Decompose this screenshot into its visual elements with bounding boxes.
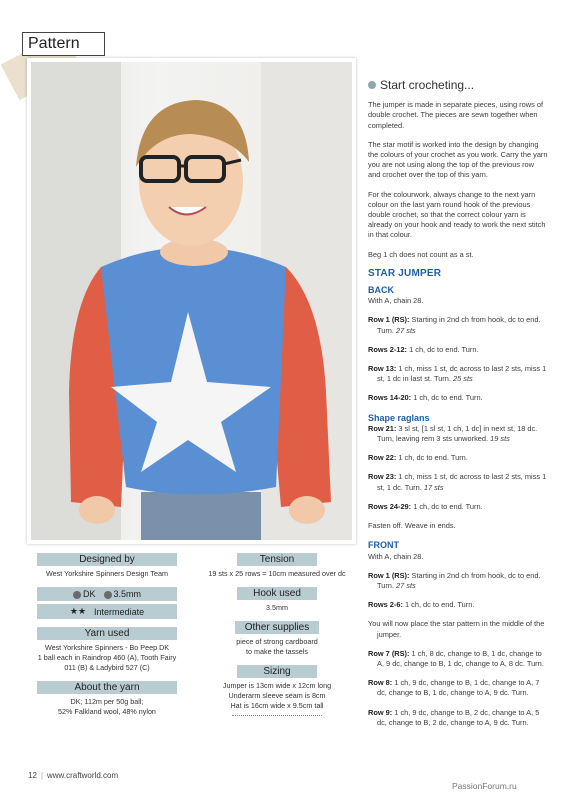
supplies-line: to make the tassels [246, 647, 308, 656]
about-yarn-line: DK; 112m per 50g ball; [70, 697, 144, 706]
sizing-line: Jumper is 13cm wide x 12cm long [222, 681, 332, 690]
supplies-line: piece of strong cardboard [236, 637, 318, 646]
raglan-instructions [368, 424, 548, 531]
instruction-row: Fasten off. Weave in ends. [368, 521, 456, 531]
front-instructions [368, 552, 548, 728]
section-tag: Pattern [22, 32, 105, 56]
photo-illustration [31, 62, 352, 540]
sizing-line: Underarm sleeve seam is 8cm [228, 691, 326, 700]
instruction-row: Row 9: 1 ch, 9 dc, change to B, 2 dc, change to A, 5 dc, change to B, 2 dc, change to A, 9 dc. Turn. [368, 707, 540, 727]
instruction-row: With A, chain 28. [368, 551, 424, 561]
hook-icon [104, 591, 112, 599]
front-title: FRONT [368, 540, 399, 551]
level-row: ★★ Intermediate [37, 604, 177, 619]
tension-label: Tension [237, 553, 317, 566]
instruction-row: Row 8: 1 ch, 9 dc, change to B, 1 dc, change to A, 7 dc, change to B, 1 dc, change to A, 9 dc. Turn. [368, 678, 540, 698]
instruction-row: Row 23: 1 ch, miss 1 st, dc across to last 2 sts, miss 1 st, 1 dc. Turn. 17 sts [368, 472, 547, 492]
yarn-line: West Yorkshire Spinners - Bo Peep DK [44, 643, 170, 652]
hook-used-label: Hook used [237, 587, 317, 600]
intro-paragraph: The star motif is worked into the design by changing the colours of your crochet as you work. Carry the yarn you are not using along the top of the previous row and crochet over the top of this yarn. [368, 139, 548, 180]
back-instructions [368, 296, 548, 403]
instruction-row: Row 22: 1 ch, dc to end. Turn. [368, 453, 468, 463]
instruction-row: Row 21: 3 sl st, [1 sl st, 1 ch, 1 dc] in next st, 18 dc. Turn, leaving rem 3 sts unworked. 19 sts [368, 423, 538, 444]
yarn-line: 1 ball each in Raindrop 460 (A), Tooth Fairy [37, 653, 177, 662]
instruction-row: Rows 2-6: 1 ch, dc to end. Turn. [368, 600, 475, 610]
sizing-line: Hat is 16cm wide x 9.5cm tall [230, 701, 324, 710]
photo-boy-star-jumper [27, 58, 356, 544]
pattern-title: STAR JUMPER [368, 267, 442, 279]
info-right-column [196, 553, 358, 724]
intro-paragraph: The jumper is made in separate pieces, using rows of double crochet. The pieces are sewn together when completed. [368, 100, 543, 130]
instruction-row: You will now place the star pattern in the middle of the jumper. [368, 619, 545, 639]
watermark: PassionForum.ru [452, 781, 517, 791]
about-yarn-line: 52% Falkland wool, 48% nylon [58, 707, 156, 716]
instruction-row: Rows 2-12: 1 ch, dc to end. Turn. [368, 344, 479, 354]
instruction-row: Rows 24-29: 1 ch, dc to end. Turn. [368, 501, 483, 511]
raglans-title: Shape raglans [368, 412, 430, 423]
yarn-line: 011 (B) & Ladybird 527 (C) [64, 663, 150, 672]
instruction-row: Row 1 (RS): Starting in 2nd ch from hook, dc to end. Turn. 27 sts [368, 570, 541, 590]
intro-paragraph: Beg 1 ch does not count as a st. [368, 249, 474, 259]
about-yarn-label: About the yarn [37, 681, 177, 694]
yarn-used-label: Yarn used [37, 627, 177, 640]
dotted-divider [232, 713, 322, 716]
info-left-column [32, 553, 182, 725]
instruction-row: Rows 14-20: 1 ch, dc to end. Turn. [368, 393, 483, 403]
start-heading: Start crocheting... [368, 80, 548, 90]
designed-by-label: Designed by [37, 553, 177, 566]
yarn-ball-icon [73, 591, 81, 599]
hook-used-text: 3.5mm [266, 603, 288, 612]
page-number: 12 [28, 771, 37, 780]
spec-row: DK 3.5mm [37, 587, 177, 601]
designer-text: West Yorkshire Spinners Design Team [46, 569, 168, 578]
difficulty-stars-icon: ★★ [69, 606, 87, 616]
back-title: BACK [368, 285, 394, 296]
intro-paragraph: For the colourwork, always change to the next yarn colour on the last yarn round hook of the previous double crochet, so that the correct colour yarn is already on your hook and ready to work the next stitch in that colour. [368, 189, 546, 240]
tension-text: 19 sts x 25 rows = 10cm measured over dc [208, 569, 346, 578]
sizing-label: Sizing [237, 665, 317, 678]
instruction-row: Row 1 (RS): Starting in 2nd ch from hook, dc to end. Turn. 27 sts [368, 315, 541, 335]
footer-site-link[interactable]: www.craftworld.com [46, 771, 119, 780]
instruction-row: Row 7 (RS): 1 ch, 8 dc, change to B, 1 dc, change to A, 9 dc, change to B, 1 dc, change to A, 8 dc. Turn. [368, 648, 544, 668]
other-supplies-label: Other supplies [235, 621, 319, 634]
instruction-row: With A, chain 28. [368, 296, 424, 306]
instruction-row: Row 13: 1 ch, miss 1 st, dc across to last 2 sts, miss 1 st, 1 dc in last st. Turn. 25 sts [368, 364, 547, 384]
page-footer: 12 | www.craftworld.com [28, 771, 119, 780]
bullet-dot-icon [368, 81, 376, 89]
instructions-column [368, 80, 548, 737]
